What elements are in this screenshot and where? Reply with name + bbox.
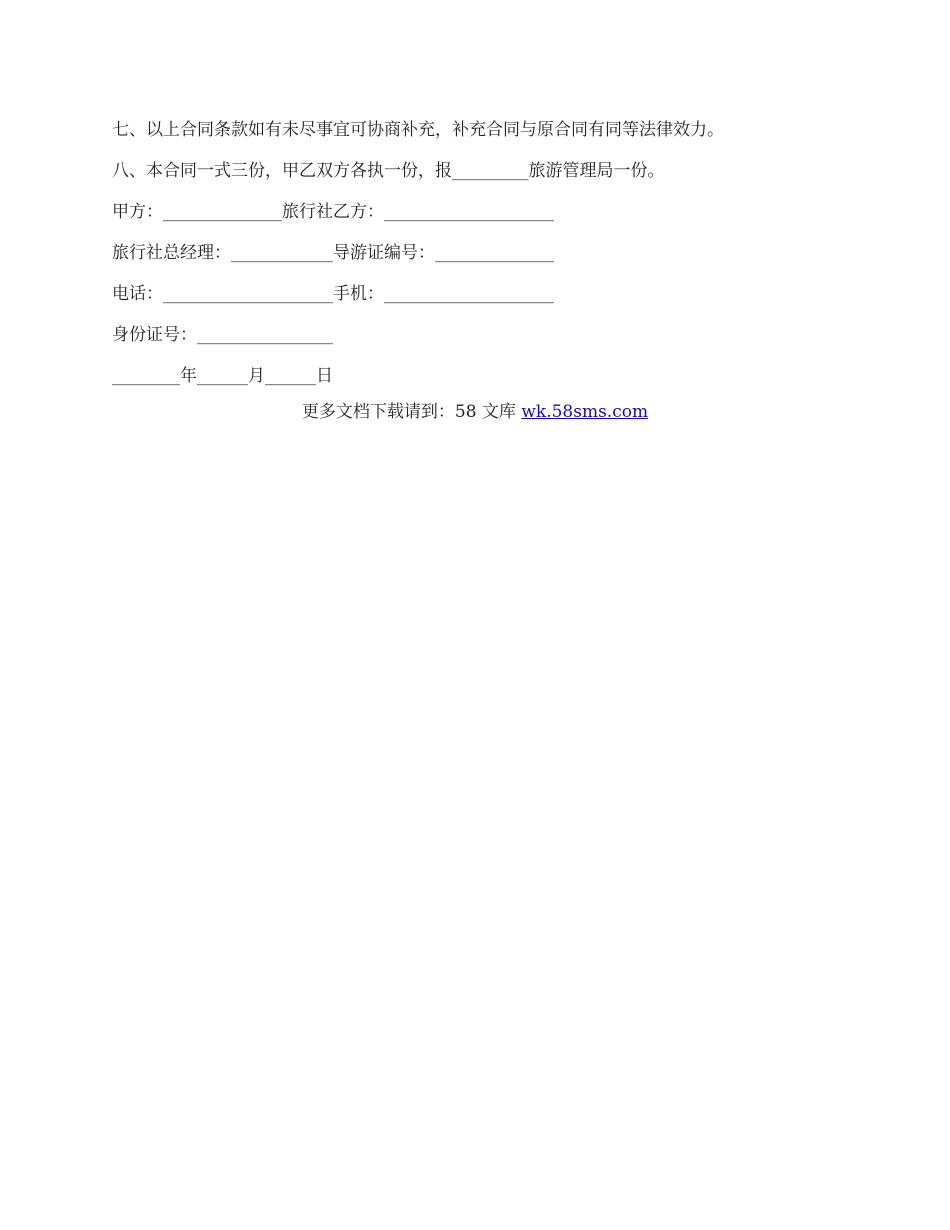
manager-guide-line: 旅行社总经理：____________导游证编号：______________ (112, 243, 554, 263)
date-line: ________年______月______日 (112, 366, 333, 386)
footer-link[interactable]: wk.58sms.com (521, 402, 649, 422)
document-body (112, 110, 832, 397)
id-number-line: 身份证号：________________ (112, 325, 333, 345)
party-signature-line: 甲方：______________旅行社乙方：____________________ (112, 202, 554, 222)
clause-seven: 七、以上合同条款如有未尽事宜可协商补充，补充合同与原合同有同等法律效力。 (112, 120, 724, 140)
clause-eight: 八、本合同一式三份，甲乙双方各执一份，报_________旅游管理局一份。 (112, 161, 665, 181)
footer-text: 更多文档下载请到：58 文库 (301, 402, 522, 422)
footer (0, 398, 950, 426)
phone-line: 电话：____________________手机：____________________ (112, 284, 554, 304)
